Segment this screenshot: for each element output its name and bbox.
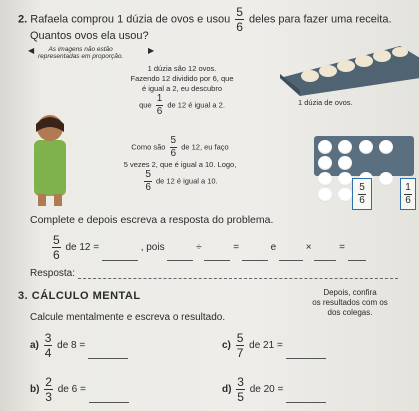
egg-icon <box>338 156 352 170</box>
egg-icon <box>338 140 352 154</box>
equation-row: $\frac{5}{6}$ de 12 = , pois ÷ = e × = <box>50 234 415 261</box>
egg-icon <box>379 140 393 154</box>
answer-blank-d[interactable] <box>286 393 326 403</box>
item-b: b) $\frac{2}{3}$ de 6 = <box>30 376 129 403</box>
speech-bubble-1: 1 dúzia são 12 ovos. Fazendo 12 dividido por 6, que é igual a 2, eu descubro que $\frac{1}{6}$ de 12 é igual a 2. <box>130 64 234 117</box>
fraction-one-sixth: $\frac{1}{6}$ <box>156 93 163 117</box>
tip-note: Depois, confira os resultados com os dos colegas. <box>312 288 388 317</box>
egg-icon <box>338 188 352 202</box>
question-2-line2: Quantos ovos ela usou? <box>30 30 149 42</box>
question-number: 2. <box>18 13 28 26</box>
egg-icon <box>318 188 332 202</box>
egg-icon <box>359 140 373 154</box>
answer-blank-3[interactable] <box>204 251 230 261</box>
speech-bubble-2: Como são $\frac{5}{6}$ de 12, eu faço 5 vezes 2, que é igual a 10. Logo, $\frac{5}{6}$ de 12 é igual a 10. <box>123 135 237 193</box>
question-2-header <box>18 6 413 33</box>
fraction-card-five-sixths: $\frac{5}{6}$ <box>352 178 372 210</box>
item-c: c) $\frac{5}{7}$ de 21 = <box>222 332 326 359</box>
egg-icon <box>338 172 352 186</box>
egg-carton-illustration <box>270 38 419 96</box>
question-3-instruction: Calcule mentalmente e escreva o resultado. <box>30 312 226 323</box>
fraction-five-sixths-bubble-2: $\frac{5}{6}$ <box>145 169 151 193</box>
answer-blank-5[interactable] <box>279 251 303 261</box>
answer-blank-1[interactable] <box>102 251 138 261</box>
carton-label: 1 dúzia de ovos. <box>298 98 353 107</box>
egg-icon <box>318 172 332 186</box>
answer-blank-7[interactable] <box>348 251 366 261</box>
answer-blank-4[interactable] <box>242 251 268 261</box>
proportion-note: As imagens não estão representadas em proporção. <box>38 46 124 60</box>
item-d: d) $\frac{3}{5}$ de 20 = <box>222 376 326 403</box>
item-a: a) $\frac{3}{4}$ de 8 = <box>30 332 128 359</box>
complete-instruction: Complete e depois escreva a resposta do problema. <box>30 214 274 226</box>
egg-icon <box>379 172 393 186</box>
fraction-five-sixths: $\frac{5}{6}$ <box>236 5 243 34</box>
fraction-card-one-sixth: $\frac{1}{6}$ <box>400 178 416 210</box>
answer-line[interactable] <box>78 269 398 279</box>
question-3-title: 3. CÁLCULO MENTAL <box>18 290 141 302</box>
egg-grid <box>314 136 414 176</box>
answer-blank-b[interactable] <box>89 393 129 403</box>
arrow-right-icon: ▶ <box>148 46 155 55</box>
girl-illustration <box>22 110 78 206</box>
answer-label: Resposta: <box>30 268 76 279</box>
egg-icon <box>318 140 332 154</box>
question-text-after: deles para fazer uma receita. <box>249 13 392 26</box>
answer-row <box>30 268 410 279</box>
answer-blank-a[interactable] <box>88 349 128 359</box>
answer-blank-6[interactable] <box>314 251 336 261</box>
egg-icon <box>318 156 332 170</box>
answer-blank-c[interactable] <box>286 349 326 359</box>
arrow-left-icon: ◀ <box>28 46 35 55</box>
fraction-five-sixths-bubble: $\frac{5}{6}$ <box>170 135 177 159</box>
fraction-five-sixths-equation: $\frac{5}{6}$ <box>53 233 60 262</box>
question-text: Rafaela comprou 1 dúzia de ovos e usou <box>30 13 231 26</box>
answer-blank-2[interactable] <box>167 251 193 261</box>
